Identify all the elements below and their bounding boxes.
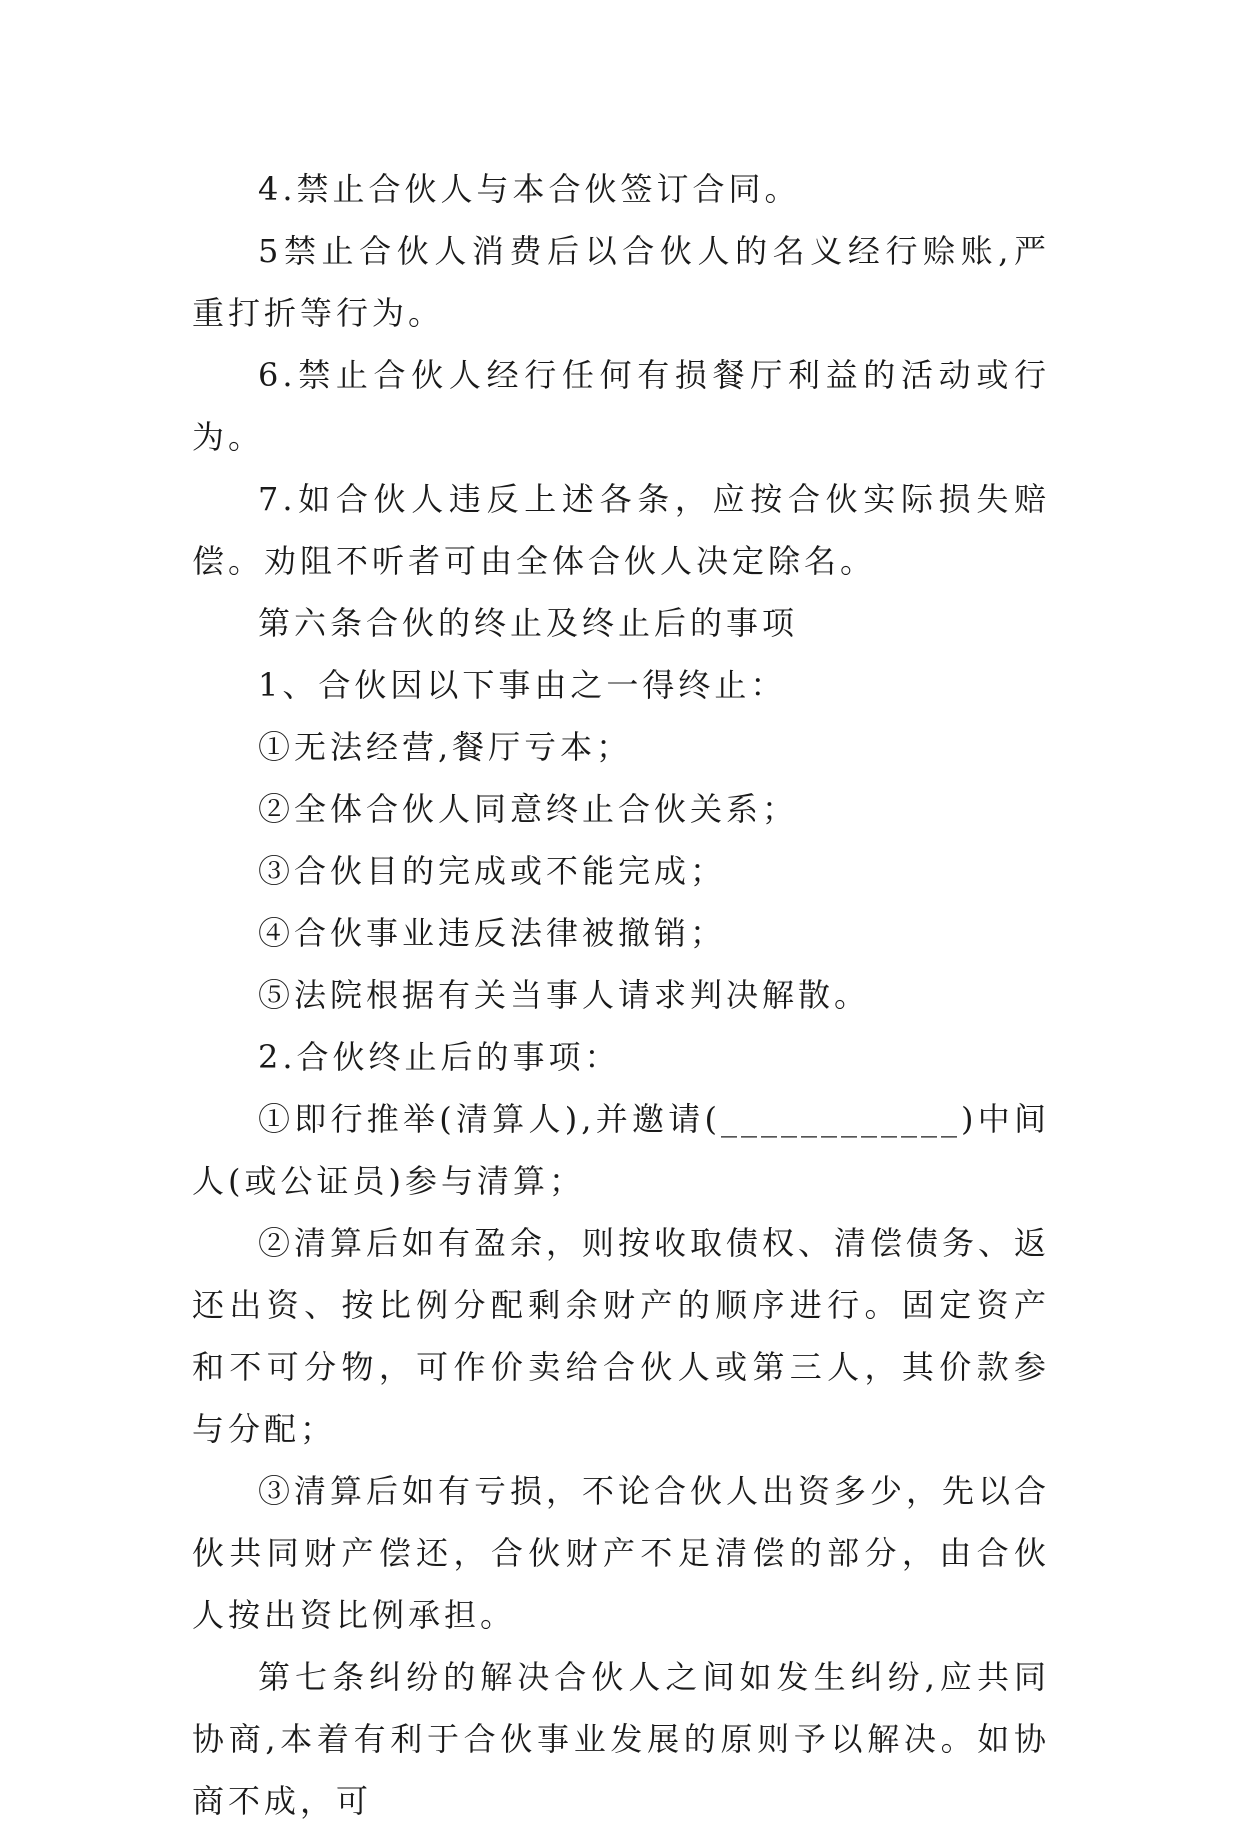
clause-6: 6.禁止合伙人经行任何有损餐厅利益的活动或行为。: [192, 356, 1050, 456]
termination-reason-2: ②全体合伙人同意终止合伙关系；: [258, 790, 799, 828]
clause-5: 5禁止合伙人消费后以合伙人的名义经行赊账,严重打折等行为。: [192, 232, 1050, 332]
clause-4: 4.禁止合伙人与本合伙签订合同。: [258, 170, 801, 208]
termination-reason-5: ⑤法院根据有关当事人请求判决解散。: [258, 976, 871, 1014]
article-7-text: 第七条纠纷的解决合伙人之间如发生纠纷,应共同协商,本着有利于合伙事业发展的原则予以解决。如协商不成，可: [192, 1658, 1050, 1820]
termination-item-2: 2.合伙终止后的事项：: [258, 1038, 621, 1076]
liquidation-step-2: ②清算后如有盈余，则按收取债权、清偿债务、返还出资、按比例分配剩余财产的顺序进行。固定资产和不可分物，可作价卖给合伙人或第三人，其价款参与分配；: [192, 1224, 1051, 1448]
termination-reason-3: ③合伙目的完成或不能完成；: [258, 852, 727, 890]
clause-7: 7.如合伙人违反上述各条，应按合伙实际损失赔偿。劝阻不听者可由全体合伙人决定除名。: [192, 480, 1050, 580]
termination-item-1: 1、合伙因以下事由之一得终止：: [258, 666, 787, 704]
article-6-heading: 第六条合伙的终止及终止后的事项: [258, 604, 799, 642]
document-body: [192, 158, 1050, 1832]
termination-reason-1: ①无法经营,餐厅亏本；: [258, 728, 633, 766]
liquidation-step-3: ③清算后如有亏损，不论合伙人出资多少，先以合伙共同财产偿还，合伙财产不足清偿的部分，由合伙人按出资比例承担。: [192, 1472, 1051, 1634]
termination-reason-4: ④合伙事业违反法律被撤销；: [258, 914, 727, 952]
liquidation-step-1: ①即行推举(清算人),并邀请(____________)中间人(或公证员)参与清算；: [192, 1100, 1050, 1200]
